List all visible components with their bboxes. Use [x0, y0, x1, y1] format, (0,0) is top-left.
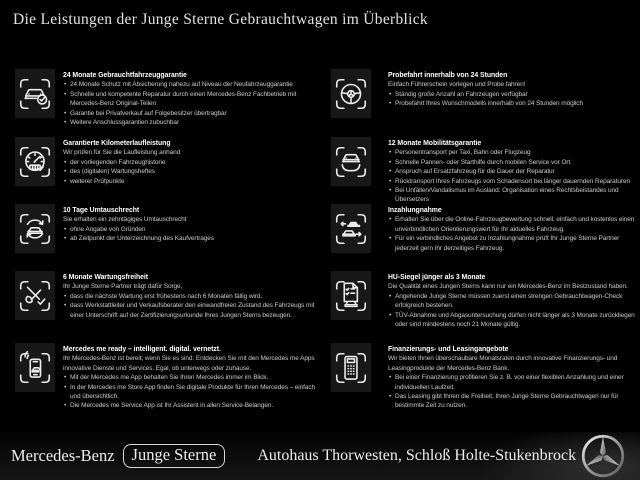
feature-intro: Einfach Führerschein vorlegen und Probe fahren!	[388, 81, 526, 89]
checklist-document-car-icon	[331, 271, 371, 320]
feature-intro: Wir prüfen für Sie die Laufleistung anhand	[63, 149, 181, 157]
feature-item-kilometerlaufleistung	[15, 137, 325, 186]
bullet-item: • ab Zeitpunkt der Unterzeichnung des Kaufvertrages	[63, 234, 319, 243]
bullet-item: • ohne Angabe von Gründen	[63, 225, 319, 234]
feature-intro: Ihr Mercedes-Benz ist bereit, wenn Sie es sind. Entdecken Sie mit den Mercedes me Apps innovative Dienste und Services. Egal, ob unterwegs oder zuhause.	[63, 355, 315, 372]
bullet-item: • 24 Monate Schutz mit Absicherung nahezu auf Niveau der Neufahrzeuggarantie	[63, 80, 319, 89]
feature-item-gebrauchtfahrzeuggarantie	[15, 69, 325, 127]
tools-check-icon	[15, 271, 55, 320]
car-exchange-icon	[15, 204, 55, 253]
feature-item-umtauschrecht	[15, 204, 325, 253]
bullet-item: • der vorliegenden Fahrzeughistorie	[63, 158, 319, 167]
bullet-item: • Das Leasing gibt Ihnen die Freiheit, Ihren Junge Sterne Gebrauchtwagen nur für bestimmte Zeit zu nutzen.	[388, 392, 636, 411]
feature-intro: Sie erhalten ein zehntägiges Umtauschrecht	[63, 216, 187, 224]
speedometer-icon	[15, 137, 55, 186]
bullet-item: • Rücktransport Ihres Fahrzeugs vom Schadensort bei länger dauernden Reparaturen	[388, 177, 636, 186]
bullet-item: • Ständig große Anzahl an Fahrzeugen verfügbar	[388, 90, 636, 99]
bullet-item: • Anspruch auf Ersatzfahrzeug für die Dauer der Reparatur	[388, 167, 636, 176]
bullet-item: • dass Werkstattleiter und Verkaufsberater den einwandfreien Zustand des Fahrzeugs mit einer Unterschrift auf der Zertifizierungsurkunde Ihres Jungen Sterns bezeugen.	[63, 301, 319, 320]
bullet-item: • Für ein verbindliches Angebot zu Inzahlungnahme prüft Ihr Junge Sterne Partner jederzeit gern Ihr derzeitiges Fahrzeug.	[388, 234, 636, 253]
feature-title: Mercedes me ready – intelligent. digital. vernetzt.	[63, 346, 221, 353]
feature-title: 10 Tage Umtauschrecht	[63, 207, 140, 214]
calculator-icon	[331, 343, 371, 392]
bullet-item: • weiterer Prüfpunkte	[63, 177, 319, 186]
bullet-item: • In der Mercedes me Store App finden Sie digitale Produkte für Ihren Mercedes – einfach und übersichtlich.	[63, 383, 319, 402]
junge-sterne-badge: Junge Sterne	[123, 444, 226, 468]
brand-wordmark: Mercedes-Benz	[11, 446, 115, 465]
feature-bullets	[63, 292, 319, 320]
feature-intro: Die Qualität eines Jungen Sterns kann nur ein Mercedes-Benz im Bestzustand haben.	[388, 283, 628, 291]
feature-intro: Wir bieten Ihnen überschaubare Monatsraten durch innovative Finanzierungs- und Leasingprodukte der Mercedes-Benz Bank.	[388, 355, 618, 372]
feature-item-mobilitaetsgarantie	[331, 137, 637, 205]
feature-item-finanzierung	[331, 343, 637, 411]
feature-item-probefahrt	[331, 69, 637, 118]
mercedes-star-logo	[580, 433, 626, 479]
steering-wheel-icon	[331, 69, 371, 118]
feature-title: Probefahrt innerhalb von 24 Stunden	[388, 72, 508, 79]
car-warranty-check-icon	[15, 69, 55, 118]
bullet-item: • Weitere Anschlussgarantien zubuchbar	[63, 118, 319, 127]
footer-bar	[0, 432, 640, 480]
feature-intro: Ihr Junge Sterne Partner trägt dafür Sorge,	[63, 283, 183, 291]
bullet-item: • Bei Unfällen/Vandalismus im Ausland: Organisation eines Rechtsbeistandes und Übersetzers	[388, 186, 636, 205]
bullet-item: • Probefahrt Ihres Wunschmodells innerhalb von 24 Stunden möglich	[388, 99, 636, 108]
smartphone-connect-icon	[15, 343, 55, 392]
feature-title: 6 Monate Wartungsfreiheit	[63, 274, 149, 281]
bullet-item: • dass die nächste Wartung erst frühestens nach 6 Monaten fällig wird.	[63, 292, 319, 301]
feature-item-mercedes-me	[15, 343, 325, 411]
feature-title: 12 Monate Mobilitätsgarantie	[388, 140, 482, 147]
feature-bullets	[388, 90, 636, 109]
feature-bullets	[63, 158, 319, 186]
bullet-item: • Garantie bei Privatverkauf auf Folgebesitzer übertragbar	[63, 109, 319, 118]
car-on-hand-icon	[331, 137, 371, 186]
bullet-item: • des (digitalen) Wartungsheftes	[63, 167, 319, 176]
bullet-item: • Schnelle Pannen- oder Starthilfe durch mobilen Service vor Ort	[388, 158, 636, 167]
feature-bullets	[388, 373, 636, 411]
bullet-item: • Die Mercedes me Service App ist Ihr Assistent in allen Service-Belangen.	[63, 401, 319, 410]
bullet-item: • Schnelle und kompetente Reparatur durch einen Mercedes-Benz Fachbetrieb mit Mercedes-Benz Original-Teilen	[63, 90, 319, 109]
bullet-item: • Bei einer Finanzierung profitieren Sie z. B. von einer flexiblen Anzahlung und einer individuellen Laufzeit.	[388, 373, 636, 392]
bullet-item: • Angehende Junge Sterne müssen zuerst einen strengen Gebrauchtwagen-Check erfolgreich bestehen.	[388, 292, 636, 311]
bullet-item: • Personentransport per Taxi, Bahn oder Flugzeug	[388, 148, 636, 157]
trade-in-cars-icon	[331, 204, 371, 253]
feature-title: 24 Monate Gebrauchtfahrzeuggarantie	[63, 72, 187, 79]
feature-bullets	[388, 292, 636, 330]
feature-title: Garantierte Kilometerlaufleistung	[63, 140, 171, 147]
feature-bullets	[63, 373, 319, 411]
feature-item-hu-siegel	[331, 271, 637, 329]
dealer-name: Autohaus Thorwesten, Schloß Holte-Stukenbrock	[257, 447, 577, 464]
bullet-item: • TÜV-Abnahme und Abgasuntersuchung dürfen nicht länger als 3 Monate zurückliegen oder sind mindestens noch 21 Monate gültig.	[388, 311, 636, 330]
feature-item-inzahlungnahme	[331, 204, 637, 253]
page-title: Die Leistungen der Junge Sterne Gebrauchtwagen im Überblick	[13, 11, 428, 28]
feature-bullets	[63, 80, 319, 127]
feature-title: Finanzierungs- und Leasingangebote	[388, 346, 509, 353]
bullet-item: • Erhalten Sie über die Online-Fahrzeugbewertung schnell, einfach und kostenlos einen unverbindlichen Orientierungswert für Ihr aktuelles Fahrzeug.	[388, 215, 636, 234]
feature-item-wartungsfreiheit	[15, 271, 325, 320]
feature-bullets	[63, 225, 319, 244]
feature-bullets	[388, 148, 636, 204]
bullet-item: • Mit der Mercedes me App behalten Sie Ihren Mercedes immer im Blick.	[63, 373, 319, 382]
feature-title: HU-Siegel jünger als 3 Monate	[388, 274, 486, 281]
feature-title: Inzahlungnahme	[388, 207, 442, 214]
feature-bullets	[388, 215, 636, 253]
